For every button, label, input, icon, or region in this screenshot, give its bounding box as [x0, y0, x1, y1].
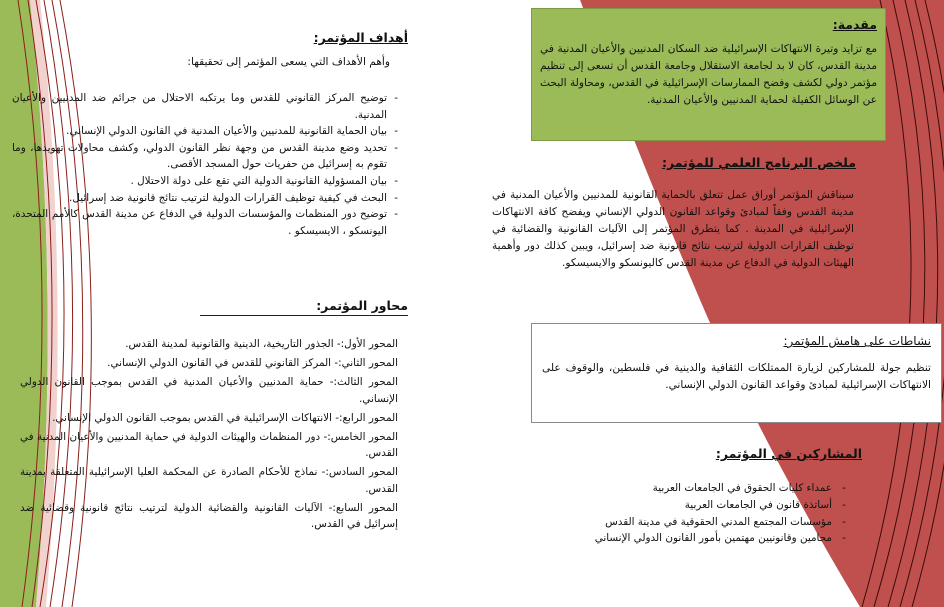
- program-title: ملخص البرنامج العلمي للمؤتمر:: [662, 155, 856, 170]
- activities-text: تنظيم جولة للمشاركين لزيارة الممتلكات الثقافية والدينية في فلسطين، والوقوف على الانتهاكات الإسرائيلية لمبادئ وقواعد القانون الدولي الإنساني.: [542, 362, 931, 391]
- list-item: المحور السابع:- الآليات القانونية والقضائية الدولية لترتيب نتائج قانونية وقضائية ضد إسرائيل في القدس.: [20, 501, 398, 531]
- list-item: المحور الأول:- الجذور التاريخية، الدينية والقانونية لمدينة القدس.: [125, 338, 398, 350]
- activities-title-text: نشاطات على هامش المؤتمر:: [783, 334, 931, 348]
- participants-list: [562, 480, 848, 547]
- list-item: - توضيح المركز القانوني للقدس وما يرتكبه الاحتلال من جرائم ضد المدنيين والأعيان المدنية.: [12, 90, 387, 123]
- activities-title: [681, 330, 931, 349]
- list-item: المحور السادس:- نماذج للأحكام الصادرة عن المحكمة العليا الإسرائيلية المتعلقة بمدينة القدس.: [20, 466, 398, 495]
- list-item: المحور الثالث:- حماية المدنيين والأعيان المدنية في القدس بموجب القانون الدولي الإنساني.: [20, 376, 398, 405]
- list-item: المحور الثاني:- المركز القانوني للقدس في القانون الدولي الإنساني.: [107, 357, 398, 370]
- axes-title: [200, 298, 408, 313]
- intro-title: مقدمة:: [832, 17, 877, 32]
- list-item: المحور الخامس:- دور المنظمات والهيئات الدولية في حماية المدنيين والأعيان المدنية في القدس.: [20, 431, 398, 460]
- list-item: - عمداء كليات الحقوق في الجامعات العربية: [562, 480, 832, 497]
- list-item: المحور الرابع:- الانتهاكات الإسرائيلية في القدس بموجب القانون الدولي الإنساني.: [52, 411, 398, 424]
- list-item: - البحث في كيفية توظيف القرارات الدولية لترتيب نتائج قانونية ضد إسرائيل.: [12, 190, 387, 207]
- activities-box: [531, 323, 942, 423]
- list-item: - أساتذة قانون في الجامعات العربية: [562, 497, 832, 514]
- participants-title: المشاركين في المؤتمر:: [715, 446, 862, 461]
- axes-list: [20, 336, 398, 535]
- intro-box: [531, 8, 886, 141]
- axes-title-underline: [200, 315, 408, 316]
- program-text: سيناقش المؤتمر أوراق عمل تتعلق بالحماية القانونية للمدنيين والأعيان المدنية في مدينة القدس وفقاً لمبادئ وقواعد القانون الدولي الإنساني ويفضح كافة الانتهاكات الإسرائيلية في المدينة . كما يتطرق المؤتمر إلى الآليات القانونية والقضائية في توظيف القرارات الدولية لترتيب نتائج قانونية ضد إسرائيل، ويبين كذلك دور وأهمية الهيئات الدولية في الدفاع عن مدينة القدس كاليونسكو والايسيسكو.: [492, 189, 854, 269]
- list-item: - بيان الحماية القانونية للمدنيين والأعيان المدنية في القانون الدولي الإنساني.: [12, 123, 387, 140]
- list-item: - بيان المسؤولية القانونية الدولية التي تقع على دولة الاحتلال .: [12, 173, 387, 190]
- goals-title: أهداف المؤتمر:: [313, 30, 408, 45]
- intro-text: مع تزايد وتيرة الانتهاكات الإسرائيلية ضد السكان المدنيين والأعيان المدنية في مدينة القدس، كان لا بد لجامعة الاستقلال وجامعة القدس أن تسعى إلى تنظيم مؤتمر دولي لكشف وفضح الممارسات الإسرائيلية في القدس، ومحاولة البحث عن الوسائل الكفيلة لحماية المدنيين والأعيان المدنية.: [540, 43, 877, 106]
- axes-title-text: محاور المؤتمر:: [316, 298, 408, 313]
- list-item: - توضيح دور المنظمات والمؤسسات الدولية في الدفاع عن مدينة القدس كالأمم المتحدة، اليونسكو ، الايسيسكو .: [12, 206, 387, 239]
- list-item: - تحديد وضع مدينة القدس من وجهة نظر القانون الدولي، وكشف محاولات تهويدها، وما تقوم به إسرائيل من حفريات حول المسجد الأقصى.: [12, 140, 387, 173]
- list-item: - مؤسسات المجتمع المدني الحقوقية في مدينة القدس: [562, 514, 832, 531]
- list-item: - محامين وقانونيين مهتمين بأمور القانون الدولي الإنساني: [562, 530, 832, 547]
- goals-intro: وأهم الأهداف التي يسعى المؤتمر إلى تحقيقها:: [187, 56, 390, 68]
- goals-list: [12, 90, 399, 239]
